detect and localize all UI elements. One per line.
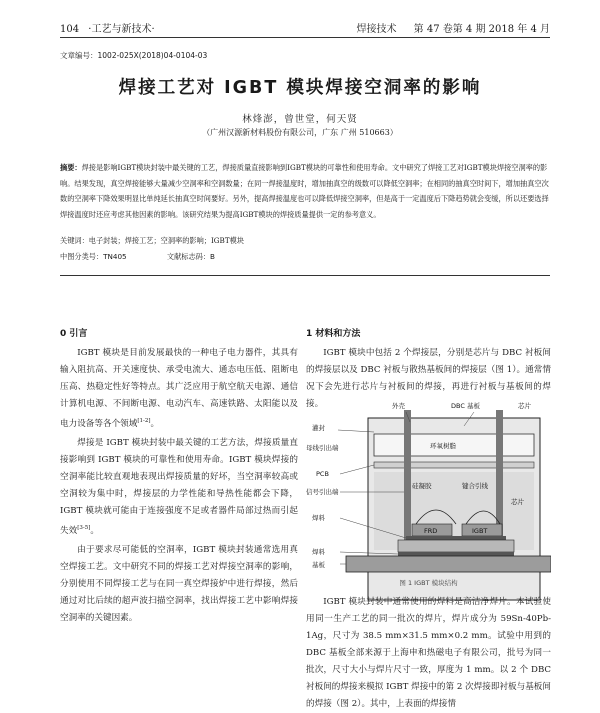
- keywords-text: 电子封装；焊接工艺；空洞率的影响；IGBT模块: [88, 236, 244, 245]
- page-number: 104: [60, 24, 80, 35]
- label-igbt: IGBT: [472, 527, 488, 535]
- abstract: [60, 160, 555, 222]
- section-0-heading: 0 引言: [60, 329, 88, 339]
- dbc-substrate: [398, 540, 514, 552]
- label-epoxy: 环氧树脂: [430, 442, 456, 450]
- classification: [60, 252, 253, 262]
- intro-paragraph-1: IGBT 模块是目前发展最快的一种电子电力器件，其具有输入阻抗高、开关速度快、承受电流大、通态电压低、阻断电压高、热稳定性好等特点。其广泛应用于航空航天电源、通信计算机电源、不间断电源、电动汽车、高速铁路、太阳能以及电力设备等各个领域[1-2]。: [60, 348, 298, 429]
- solder-bottom-layer: [398, 552, 514, 556]
- baseplate-shape: [346, 556, 551, 572]
- methods-paragraph-2: IGBT 模块封装中通常使用的焊料是高洁净焊片。本试验使用同一生产工艺的同一批次的焊片，焊片成分为 59Sn-40Pb-1Ag，尺寸为 38.5 mm×31.5 mm×0.2 mm。试验中用到的 DBC 基板全部来源于上海申和热磁电子有限公司，批号为同一批次，尺寸大小与焊片尺寸一致，厚度为 1 mm。以 2 个 DBC 衬板间的焊接来模拟 IGBT 焊接中的第 2 次焊接即衬板与基板间的焊接（图 2）。其中，上表面的焊接情: [306, 597, 551, 709]
- label-solder-top: 焊料: [312, 514, 325, 522]
- solder-top-layer: [406, 536, 506, 540]
- abstract-rule: [60, 275, 550, 276]
- journal-name: 焊接技术: [356, 24, 397, 35]
- clc-number: 中图分类号：TN405: [60, 252, 127, 261]
- label-frd: FRD: [424, 527, 438, 535]
- label-dbc-top: DBC 基板: [451, 402, 480, 410]
- journal-section: ·工艺与新技术·: [88, 24, 155, 35]
- journal-issue: 第 47 卷第 4 期 2018 年 4 月: [413, 24, 550, 35]
- label-case: 外壳: [392, 402, 405, 410]
- left-column: [60, 345, 298, 627]
- signal-terminal-shape: [404, 410, 411, 540]
- label-lead-terminal: 母线引出端: [306, 444, 339, 452]
- intro-paragraph-2: 焊接是 IGBT 模块封装中最关键的工艺方法，焊接质量直接影响到 IGBT 模块的可靠性和使用寿命。IGBT 模块焊接的空洞率能比较直观地表现出焊接质量的好坏，当空洞率较高或空洞较为集中时，焊接层的力学性能和导热性能都会下降，IGBT 模块就可能由于连接强度不足或者器件局部过热而引起失效[3-5]。: [60, 437, 298, 536]
- authors: 林烽澎，曾世堂，何天贤: [242, 114, 358, 125]
- page-header-left: [60, 20, 155, 35]
- abstract-text: 焊接是影响IGBT模块封装中最关键的工艺，焊接质量直接影响到IGBT模块的可靠性和使用寿命。文中研究了焊接工艺对IGBT模块焊接空洞率的影响。结果发现，真空焊接能够大量减少空洞率和空洞数量；在同一焊接温度时，增加抽真空的级数可以降低空洞率；在相同的抽真空时间下，增加抽真空次数的空洞率下降效果明显比单纯延长抽真空时间要好。另外，提高焊接温度也可以降低焊接空洞率，但是高于一定温度后下降趋势就会变缓，所以还要选择焊接温度时还应考虑其他因素的影响。该研究结果为提高IGBT模块的焊接质量提供一定的参考意义。: [60, 163, 549, 219]
- header-rule: [60, 37, 550, 38]
- label-chip-top: 芯片: [518, 402, 531, 410]
- label-gel: 硅凝胶: [412, 482, 432, 490]
- affiliation: （广州汉源新材料股份有限公司，广东 广州 510663）: [202, 128, 398, 137]
- label-signal-terminal: 信号引出端: [306, 488, 339, 496]
- keywords-label: 关键词：: [60, 236, 89, 245]
- page-header-right: [356, 20, 550, 35]
- citation-1-2: [1-2]: [137, 418, 151, 424]
- label-chip: 芯片: [511, 498, 524, 506]
- keywords: [60, 236, 244, 246]
- pcb-layer: [374, 462, 534, 468]
- label-potting: 灌封: [312, 424, 325, 432]
- citation-3-5: [3-5]: [77, 524, 91, 531]
- label-bond-wire: 键合引线: [462, 482, 488, 490]
- article-title: 焊接工艺对 IGBT 模块焊接空洞率的影响: [118, 78, 482, 98]
- figure-1-caption: 图 1 IGBT 模块结构: [399, 579, 458, 587]
- methods-paragraph-1: IGBT 模块中包括 2 个焊接层，分别是芯片与 DBC 衬板间的焊接层以及 DBC 衬板与散热基板间的焊接层（图 1）。通常情况下会先进行芯片与衬板间的焊接，再进行衬板与基板间的焊接。: [306, 348, 551, 409]
- label-solder-bottom: 焊料: [312, 548, 325, 556]
- main-terminal-shape: [496, 410, 503, 540]
- label-pcb: PCB: [316, 470, 329, 478]
- label-baseplate: 基板: [312, 561, 325, 569]
- document-code: 文献标志码：B: [166, 252, 215, 261]
- intro-paragraph-3: 由于要求尽可能低的空洞率，IGBT 模块封装通常选用真空焊接工艺。文中研究不同的焊接工艺对焊接空洞率的影响，分别使用不同焊接工艺与在同一真空焊接炉中进行焊接，然后通过对比后续的超声波扫描空洞率，找出焊接工艺中影响焊接空洞率的关键因素。: [60, 544, 298, 623]
- abstract-label: 摘要：: [60, 163, 82, 172]
- article-id: 文章编号：1002-025X(2018)04-0104-03: [60, 51, 208, 60]
- section-1-heading: 1 材料和方法: [306, 329, 361, 339]
